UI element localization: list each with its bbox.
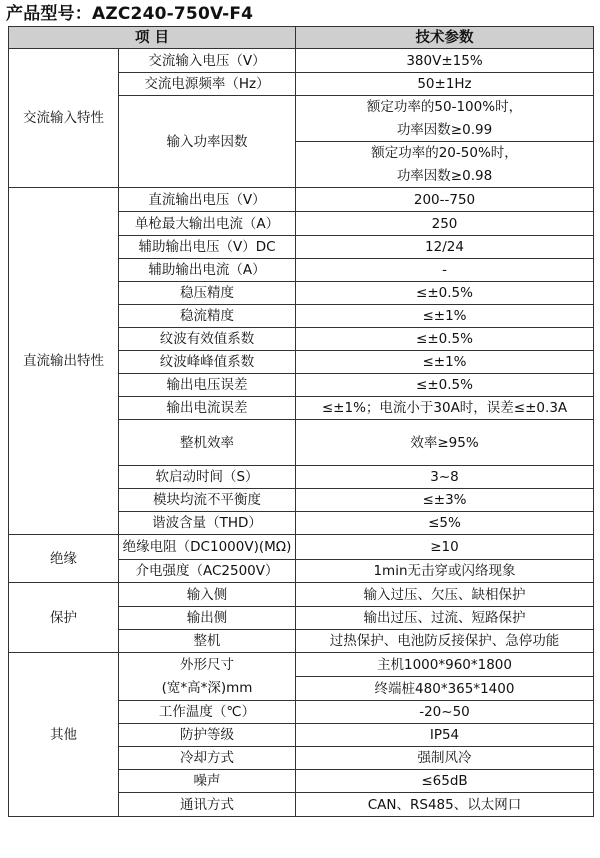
row-label: (宽*高*深)mm — [119, 677, 296, 701]
row-label: 工作温度（℃） — [119, 701, 296, 724]
row-label: 纹波峰峰值系数 — [119, 351, 296, 374]
row-label: 输入侧 — [119, 583, 296, 607]
row-value: -20~50 — [296, 701, 594, 724]
table-header — [9, 27, 594, 49]
row-value: 效率≥95% — [296, 420, 594, 466]
row-value: 输入过压、欠压、缺相保护 — [296, 583, 594, 607]
row-value: IP54 — [296, 724, 594, 747]
row-label: 辅助输出电流（A） — [119, 259, 296, 282]
row-label: 输入功率因数 — [119, 96, 296, 188]
table-row — [9, 188, 594, 212]
category-dc-output: 直流输出特性 — [9, 188, 119, 535]
row-value: 250 — [296, 212, 594, 236]
row-value: 额定功率的50-100%时， — [296, 96, 594, 119]
row-label: 噪声 — [119, 770, 296, 793]
row-value: 终端桩480*365*1400 — [296, 677, 594, 701]
row-label: 交流输入电压（V） — [119, 49, 296, 73]
row-label: 外形尺寸 — [119, 653, 296, 677]
header-item: 项 目 — [9, 27, 296, 49]
row-value: 功率因数≥0.98 — [296, 165, 594, 188]
row-value: ≤±0.5% — [296, 374, 594, 397]
row-label: 整机效率 — [119, 420, 296, 466]
row-label: 模块均流不平衡度 — [119, 489, 296, 512]
row-value: 50±1Hz — [296, 73, 594, 96]
table-row — [9, 653, 594, 677]
spec-table — [8, 26, 594, 817]
row-value: 输出过压、过流、短路保护 — [296, 607, 594, 630]
row-value: 强制风冷 — [296, 747, 594, 770]
row-value: ≤±0.5% — [296, 328, 594, 351]
row-label: 单枪最大输出电流（A） — [119, 212, 296, 236]
row-label: 稳压精度 — [119, 282, 296, 305]
row-label: 通讯方式 — [119, 793, 296, 817]
row-label: 整机 — [119, 630, 296, 653]
row-value: ≤±1% — [296, 305, 594, 328]
row-value: 主机1000*960*1800 — [296, 653, 594, 677]
category-insulation: 绝缘 — [9, 535, 119, 583]
row-label: 冷却方式 — [119, 747, 296, 770]
row-label: 绝缘电阻（DC1000V)(MΩ) — [119, 535, 296, 560]
row-value: ≤±0.5% — [296, 282, 594, 305]
header-spec: 技术参数 — [296, 27, 594, 49]
row-value: - — [296, 259, 594, 282]
product-title: 产品型号：AZC240-750V-F4 — [6, 4, 254, 24]
row-value: 3~8 — [296, 466, 594, 489]
category-protection: 保护 — [9, 583, 119, 653]
row-label: 软启动时间（S） — [119, 466, 296, 489]
row-label: 防护等级 — [119, 724, 296, 747]
row-value: ≤±1% — [296, 351, 594, 374]
row-value: 额定功率的20-50%时， — [296, 142, 594, 165]
table-row — [9, 535, 594, 560]
row-label: 稳流精度 — [119, 305, 296, 328]
row-value: ≤±1%；电流小于30A时，误差≤±0.3A — [296, 397, 594, 420]
table-row — [9, 49, 594, 73]
row-label: 辅助输出电压（V）DC — [119, 236, 296, 259]
row-value: ≤5% — [296, 512, 594, 535]
row-value: ≤±3% — [296, 489, 594, 512]
row-value: 200--750 — [296, 188, 594, 212]
row-value: 1min无击穿或闪络现象 — [296, 560, 594, 583]
row-value: 12/24 — [296, 236, 594, 259]
row-label: 介电强度（AC2500V） — [119, 560, 296, 583]
row-value: ≥10 — [296, 535, 594, 560]
category-other: 其他 — [9, 653, 119, 817]
row-label: 交流电源频率（Hz） — [119, 73, 296, 96]
row-label: 谐波含量（THD） — [119, 512, 296, 535]
row-value: 380V±15% — [296, 49, 594, 73]
row-value: ≤65dB — [296, 770, 594, 793]
table-row — [9, 583, 594, 607]
row-value: 过热保护、电池防反接保护、急停功能 — [296, 630, 594, 653]
row-value: CAN、RS485、以太网口 — [296, 793, 594, 817]
row-label: 输出电压误差 — [119, 374, 296, 397]
row-label: 输出电流误差 — [119, 397, 296, 420]
row-label: 纹波有效值系数 — [119, 328, 296, 351]
category-ac-input: 交流输入特性 — [9, 49, 119, 188]
row-label: 直流输出电压（V） — [119, 188, 296, 212]
row-value: 功率因数≥0.99 — [296, 119, 594, 142]
row-label: 输出侧 — [119, 607, 296, 630]
